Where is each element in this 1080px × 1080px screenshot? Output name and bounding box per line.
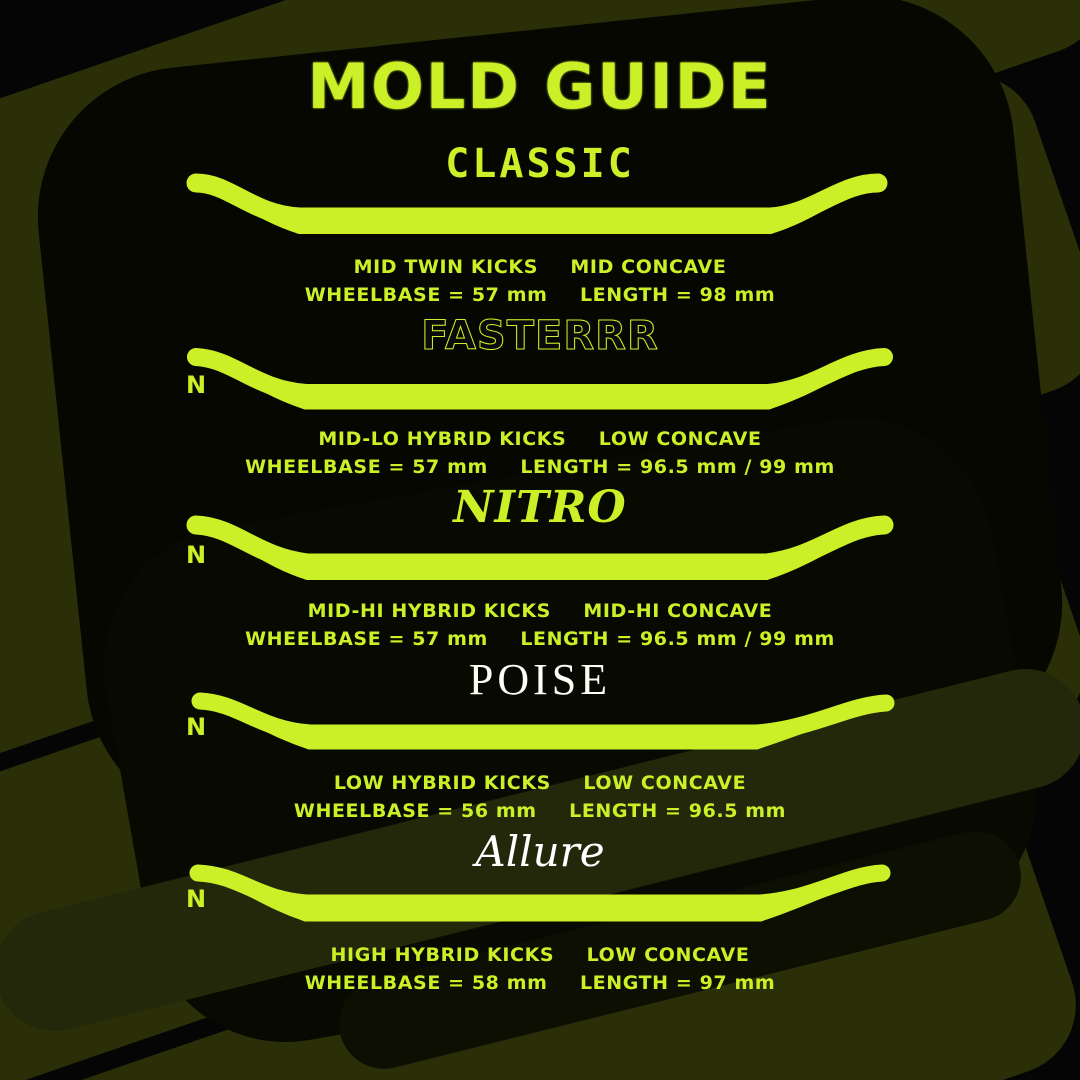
spec-kicks: MID-HI HYBRID KICKS [307, 600, 551, 622]
spec-length: LENGTH = 96.5 mm / 99 mm [520, 628, 835, 650]
mold-name: Allure [475, 827, 605, 876]
mold-name: POISE [468, 655, 612, 704]
spec-concave: LOW CONCAVE [583, 772, 747, 794]
mold-name: NITRO [453, 482, 627, 533]
spec-length: LENGTH = 97 mm [579, 972, 776, 994]
mold-list [0, 141, 1080, 1001]
mold-specs [0, 597, 1080, 653]
spec-wheelbase: WHEELBASE = 57 mm [245, 628, 488, 650]
mold-entry-allure [0, 829, 1080, 1001]
spec-kicks: HIGH HYBRID KICKS [330, 944, 555, 966]
spec-length: LENGTH = 96.5 mm / 99 mm [520, 456, 835, 478]
spec-length: LENGTH = 98 mm [579, 284, 776, 306]
spec-concave: LOW CONCAVE [586, 944, 750, 966]
spec-concave: LOW CONCAVE [598, 428, 762, 450]
spec-concave: MID CONCAVE [570, 256, 727, 278]
mold-name: CLASSIC [445, 141, 635, 187]
mold-entry-fasterrr [0, 313, 1080, 485]
mold-specs [0, 769, 1080, 825]
spec-wheelbase: WHEELBASE = 56 mm [293, 800, 537, 822]
mold-entry-poise [0, 657, 1080, 829]
spec-length: LENGTH = 96.5 mm [569, 800, 787, 822]
page-title: MOLD GUIDE [307, 50, 773, 123]
spec-wheelbase: WHEELBASE = 58 mm [304, 972, 548, 994]
brand-mark: N [186, 541, 207, 569]
mold-name: FASTERRR [421, 313, 659, 359]
spec-wheelbase: WHEELBASE = 57 mm [304, 284, 548, 306]
mold-specs [0, 941, 1080, 997]
spec-kicks: MID TWIN KICKS [353, 256, 538, 278]
spec-wheelbase: WHEELBASE = 57 mm [245, 456, 488, 478]
brand-mark: N [186, 713, 207, 741]
spec-kicks: MID-LO HYBRID KICKS [318, 428, 567, 450]
spec-kicks: LOW HYBRID KICKS [333, 772, 551, 794]
brand-mark: N [186, 371, 207, 399]
mold-entry-classic [0, 141, 1080, 313]
mold-entry-nitro [0, 482, 1080, 657]
mold-specs [0, 253, 1080, 309]
spec-concave: MID-HI CONCAVE [583, 600, 773, 622]
mold-specs [0, 425, 1080, 481]
brand-mark: N [186, 885, 207, 913]
